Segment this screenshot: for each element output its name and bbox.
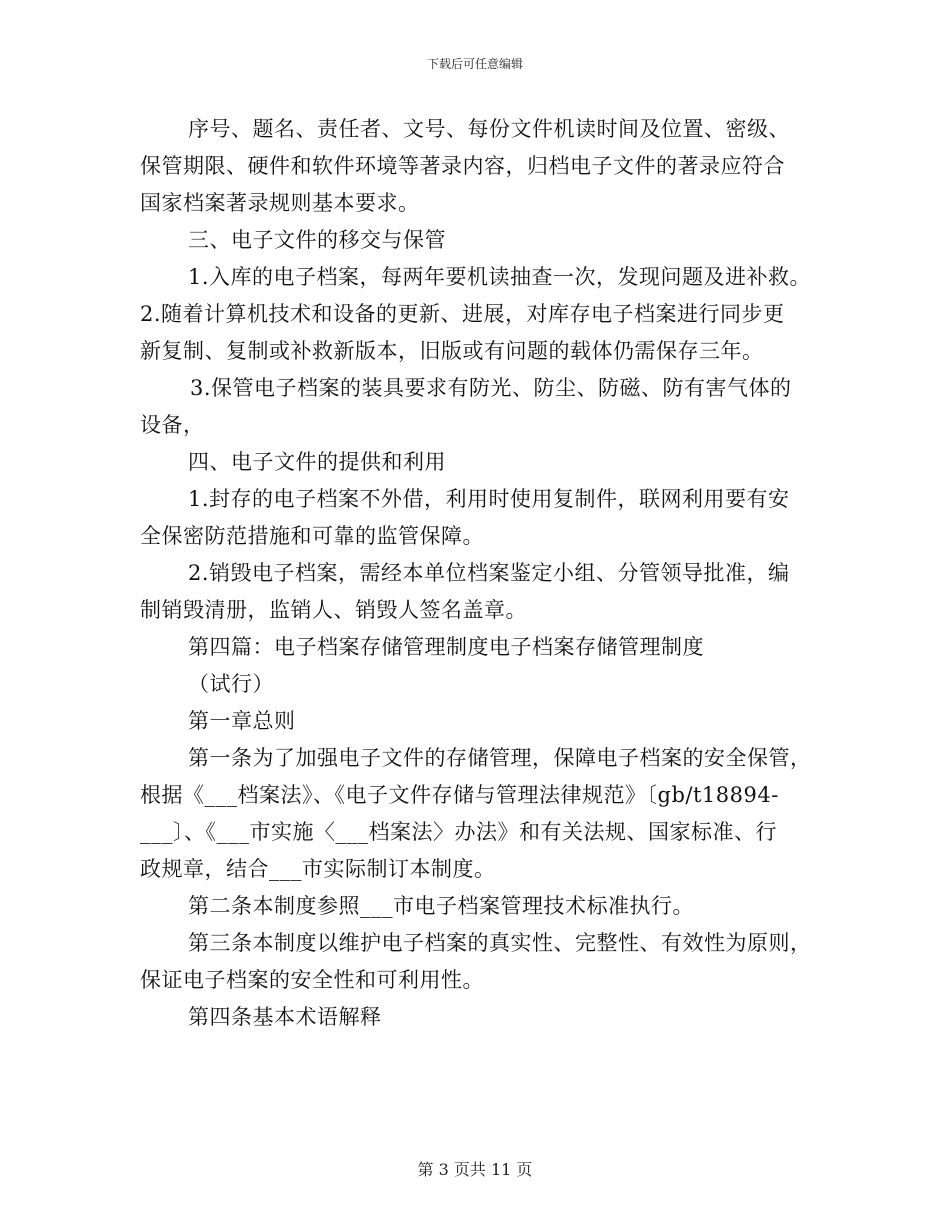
page-footer: 第 3 页共 11 页 <box>417 1160 533 1179</box>
text-line: 保管期限、硬件和软件环境等著录内容，归档电子文件的著录应符合 <box>140 154 785 178</box>
text-line: 根据《___档案法》、《电子文件存储与管理法律规范》〔gb/t18894- <box>140 783 779 807</box>
text-line: 新复制、复制或补救新版本，旧版或有问题的载体仍需保存三年。 <box>140 339 764 363</box>
text-line: 1.封存的电子档案不外借，利用时使用复制件，联网利用要有安 <box>188 487 790 511</box>
section-heading: 四、电子文件的提供和利用 <box>188 450 446 474</box>
section-heading: 三、电子文件的移交与保管 <box>188 228 446 252</box>
text-line: 保证电子档案的安全性和可利用性。 <box>140 968 484 992</box>
text-line: 2.随着计算机技术和设备的更新、进展，对库存电子档案进行同步更 <box>140 302 785 326</box>
chapter-title: 第四篇：电子档案存储管理制度电子档案存储管理制度 <box>188 635 704 659</box>
text-line: ___〕、《___市实施〈___档案法〉办法》和有关法规、国家标准、行 <box>140 820 777 844</box>
text-line: 国家档案著录规则基本要求。 <box>140 191 420 215</box>
text-line: 政规章，结合___市实际制订本制度。 <box>140 857 496 881</box>
text-line: 3.保管电子档案的装具要求有防光、防尘、防磁、防有害气体的 <box>190 376 792 400</box>
text-line: 第二条本制度参照___市电子档案管理技术标准执行。 <box>188 894 694 918</box>
text-line: 第三条本制度以维护电子档案的真实性、完整性、有效性为原则， <box>188 931 812 955</box>
text-line: 设备， <box>140 413 205 437</box>
section-heading: 第一章总则 <box>188 709 296 733</box>
text-line: 序号、题名、责任者、文号、每份文件机读时间及位置、密级、 <box>188 117 790 141</box>
text-line: 2.销毁电子档案，需经本单位档案鉴定小组、分管领导批准，编 <box>188 561 790 585</box>
page-header: 下载后可任意编辑 <box>426 57 523 71</box>
text-line: 制销毁清册，监销人、销毁人签名盖章。 <box>140 598 527 622</box>
chapter-subtitle: （试行） <box>188 672 274 696</box>
text-line: 全保密防范措施和可靠的监管保障。 <box>140 524 484 548</box>
text-line: 第四条基本术语解释 <box>188 1005 382 1029</box>
text-line: 1.入库的电子档案，每两年要机读抽查一次，发现问题及进补救。 <box>188 265 812 289</box>
text-line: 第一条为了加强电子文件的存储管理，保障电子档案的安全保管， <box>188 746 812 770</box>
document-body <box>140 111 810 1036</box>
